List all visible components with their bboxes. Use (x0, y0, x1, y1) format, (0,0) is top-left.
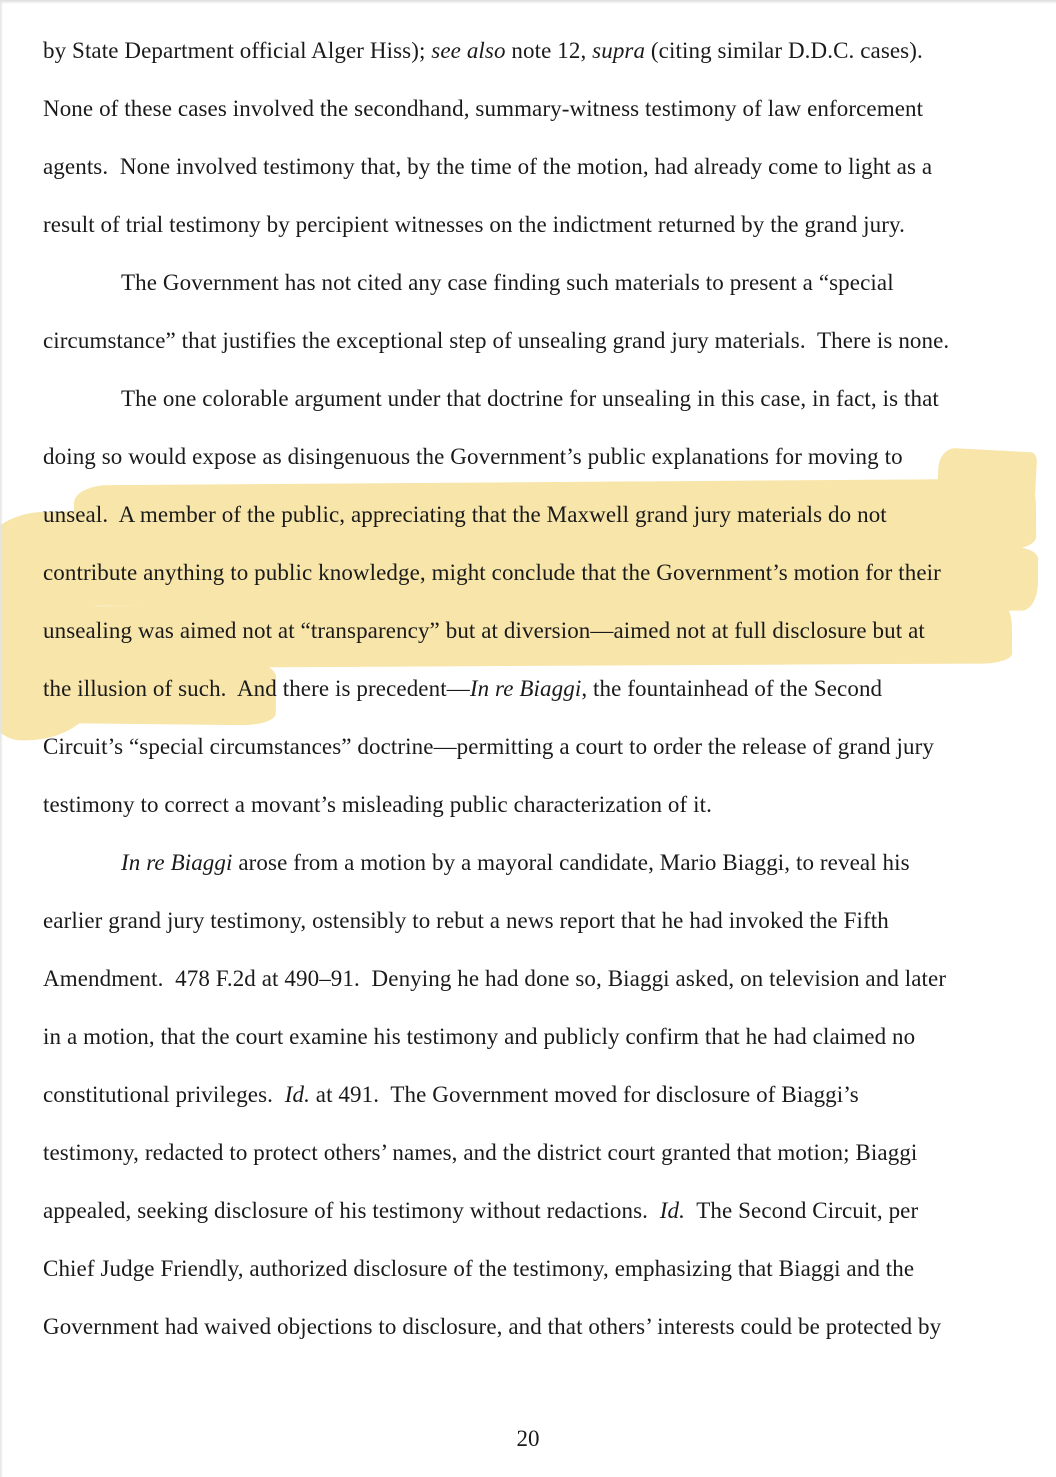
text-segment: by State Department official Alger Hiss); (43, 38, 432, 63)
italic-text-segment: supra (592, 38, 646, 63)
italic-text-segment: In re Biaggi (469, 676, 582, 701)
text-line (43, 1066, 1043, 1124)
text-segment: agents. None involved testimony that, by the time of the motion, had already come to light as a (43, 154, 933, 179)
text-segment: Government had waived objections to disclosure, and that others’ interests could be protected by (43, 1314, 942, 1339)
text-line (43, 22, 1043, 80)
text-segment: arose from a motion by a mayoral candidate, Mario Biaggi, to reveal his (232, 850, 910, 875)
text-segment: the illusion of such. And there is precedent— (43, 676, 470, 701)
text-segment: The Second Circuit, per (684, 1198, 919, 1223)
text-segment: unseal. A member of the public, appreciating that the Maxwell grand jury materials do not (43, 502, 887, 527)
text-line (43, 660, 1043, 718)
italic-text-segment: see also (431, 38, 506, 63)
text-segment: contribute anything to public knowledge, might conclude that the Government’s motion for their (43, 560, 941, 585)
text-segment: The one colorable argument under that doctrine for unsealing in this case, in fact, is that (121, 386, 939, 411)
scan-edge-left (0, 0, 3, 1477)
text-segment: (citing similar D.D.C. cases). (645, 38, 923, 63)
text-segment: in a motion, that the court examine his testimony and publicly confirm that he had claimed no (43, 1024, 916, 1049)
text-line (43, 1240, 1043, 1298)
text-segment: Circuit’s “special circumstances” doctrine—permitting a court to order the release of grand jury (43, 734, 934, 759)
text-line (43, 1182, 1043, 1240)
text-line (43, 1008, 1043, 1066)
text-line (43, 776, 1043, 834)
scan-edge-top (0, 0, 1056, 4)
text-line (43, 1298, 1043, 1356)
italic-text-segment: Id. (284, 1082, 310, 1107)
text-line (43, 428, 1043, 486)
text-segment: testimony to correct a movant’s misleading public characterization of it. (43, 792, 712, 817)
text-segment: The Government has not cited any case finding such materials to present a “special (121, 270, 894, 295)
text-line (43, 80, 1043, 138)
page-number: 20 (516, 1426, 540, 1451)
italic-text-segment: In re Biaggi (121, 850, 233, 875)
text-line (43, 486, 1043, 544)
text-line (43, 544, 1043, 602)
text-segment: note 12, (505, 38, 593, 63)
text-segment: result of trial testimony by percipient witnesses on the indictment returned by the grand jury. (43, 212, 905, 237)
text-segment: None of these cases involved the secondhand, summary-witness testimony of law enforcement (43, 96, 924, 121)
text-segment: appealed, seeking disclosure of his testimony without redactions. (43, 1198, 660, 1223)
text-line (43, 196, 1043, 254)
text-segment: earlier grand jury testimony, ostensibly to rebut a news report that he had invoked the Fifth (43, 908, 889, 933)
document-text (43, 22, 1043, 1356)
text-line (43, 718, 1043, 776)
text-segment: Amendment. 478 F.2d at 490–91. Denying he had done so, Biaggi asked, on television and later (43, 966, 947, 991)
text-line (43, 370, 1043, 428)
text-line (43, 892, 1043, 950)
text-line (43, 1124, 1043, 1182)
text-line (43, 602, 1043, 660)
text-line (43, 834, 1043, 892)
italic-text-segment: Id. (659, 1198, 685, 1223)
text-line (43, 950, 1043, 1008)
text-segment: testimony, redacted to protect others’ names, and the district court granted that motion; Biaggi (43, 1140, 918, 1165)
text-line (43, 312, 1043, 370)
text-segment: unsealing was aimed not at “transparency” but at diversion—aimed not at full disclosure but at (43, 618, 925, 643)
text-segment: Chief Judge Friendly, authorized disclosure of the testimony, emphasizing that Biaggi and the (43, 1256, 915, 1281)
text-segment: circumstance” that justifies the exceptional step of unsealing grand jury materials. There is none. (43, 328, 950, 353)
text-segment: at 491. The Government moved for disclosure of Biaggi’s (309, 1082, 859, 1107)
text-segment: , the fountainhead of the Second (581, 676, 883, 701)
text-line (43, 254, 1043, 312)
text-line (43, 138, 1043, 196)
text-segment: doing so would expose as disingenuous the Government’s public explanations for moving to (43, 444, 903, 469)
text-segment: constitutional privileges. (43, 1082, 285, 1107)
